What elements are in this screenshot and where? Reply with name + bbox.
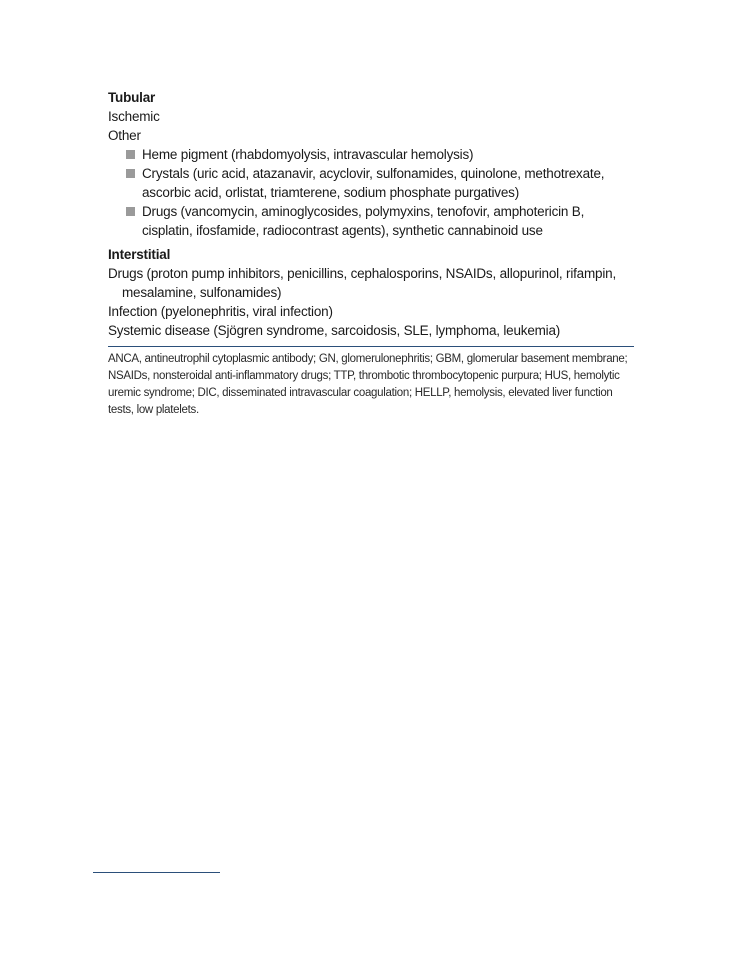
square-bullet-icon: [126, 207, 135, 216]
systemic-disease-item: Systemic disease (Sjögren syndrome, sarcoidosis, SLE, lymphoma, leukemia): [108, 323, 561, 338]
abbreviations-footnote: ANCA, antineutrophil cytoplasmic antibody; GN, glomerulonephritis; GBM, glomerular basement membrane; NSAIDs, nonsteroidal anti-inflammatory drugs; TTP, thrombotic thrombocytopenic purpura; HUS, hemolytic uremic syndrome; DIC, disseminated intravascular coagulation; HELLP, hemolysis, elevated liver function tests, low platelets.: [108, 353, 628, 416]
interstitial-heading: Interstitial: [108, 247, 171, 262]
crystals-text: Crystals (uric acid, atazanavir, acyclovir, sulfonamides, quinolone, methotrexate, ascorbic acid, orlistat, triamterene, sodium phosphate purgatives): [142, 166, 605, 200]
ischemic-item: Ischemic: [108, 109, 160, 124]
heme-pigment-text: Heme pigment (rhabdomyolysis, intravascular hemolysis): [142, 147, 474, 162]
square-bullet-icon: [126, 150, 135, 159]
list-item: [126, 164, 634, 202]
infection-item: Infection (pyelonephritis, viral infection): [108, 304, 333, 319]
drugs-text: Drugs (vancomycin, aminoglycosides, polymyxins, tenofovir, amphotericin B, cisplatin, ifosfamide, radiocontrast agents), synthetic cannabinoid use: [142, 204, 585, 238]
footnote-separator-rule: [93, 872, 220, 873]
other-item: Other: [108, 128, 141, 143]
table-continuation: [108, 88, 634, 419]
table-bottom-rule: [108, 346, 634, 347]
square-bullet-icon: [126, 169, 135, 178]
tubular-heading: Tubular: [108, 90, 156, 105]
list-item: [126, 202, 634, 240]
list-item: [126, 145, 634, 164]
interstitial-drugs-item: Drugs (proton pump inhibitors, penicillins, cephalosporins, NSAIDs, allopurinol, rifampin, mesalamine, sulfonamides): [108, 266, 616, 300]
other-causes-list: [108, 145, 634, 240]
